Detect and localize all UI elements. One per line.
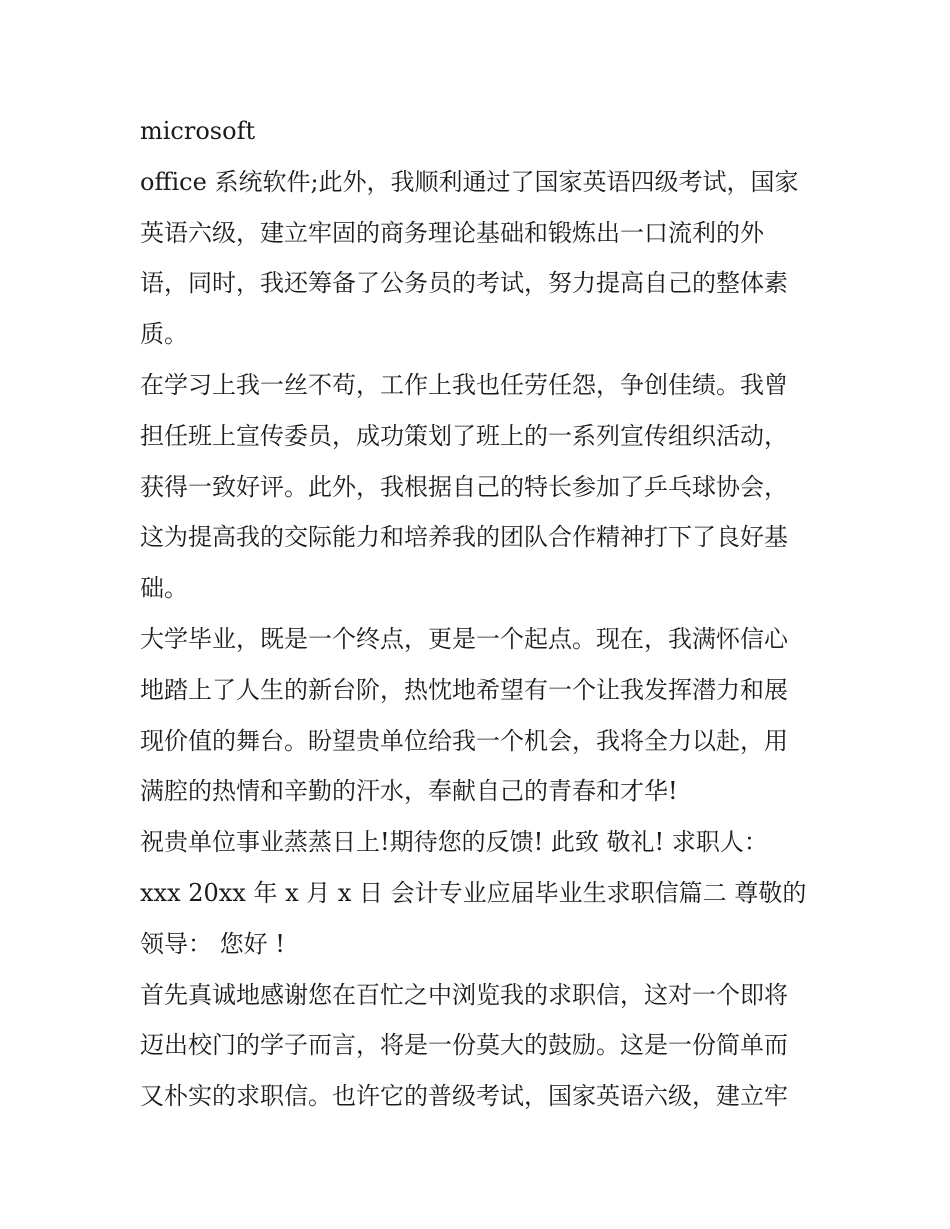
text-line: 语，同时，我还筹备了公务员的考试，努力提高自己的整体素 <box>140 269 788 298</box>
text-line: 又朴实的求职信。也许它的普级考试，国家英语六级，建立牢 <box>140 1082 788 1111</box>
text-line: 领导： 您好 ! <box>140 929 285 958</box>
text-line: office 系统软件;此外，我顺利通过了国家英语四级考试，国家 <box>140 167 799 196</box>
text-line: 首先真诚地感谢您在百忙之中浏览我的求职信，这对一个即将 <box>140 980 788 1009</box>
text-line: 质。 <box>140 320 188 349</box>
text-line: 大学毕业，既是一个终点，更是一个起点。现在，我满怀信心 <box>140 624 788 653</box>
text-line: 担任班上宣传委员，成功策划了班上的一系列宣传组织活动， <box>140 421 788 450</box>
text-line: 获得一致好评。此外，我根据自己的特长参加了乒乓球协会， <box>140 472 788 501</box>
text-line: 满腔的热情和辛勤的汗水，奉献自己的青春和才华! <box>140 777 678 806</box>
text-line: 迈出校门的学子而言，将是一份莫大的鼓励。这是一份简单而 <box>140 1031 788 1060</box>
text-line: 地踏上了人生的新台阶，热忱地希望有一个让我发挥潜力和展 <box>140 675 788 704</box>
text-line: 祝贵单位事业蒸蒸日上!期待您的反馈! 此致 敬礼! 求职人： <box>140 828 768 857</box>
text-line: 础。 <box>140 574 188 603</box>
text-line: 英语六级，建立牢固的商务理论基础和锻炼出一口流利的外 <box>140 218 764 247</box>
text-line: 在学习上我一丝不苟，工作上我也任劳任怨，争创佳绩。我曾 <box>140 370 788 399</box>
text-line: 现价值的舞台。盼望贵单位给我一个机会，我将全力以赴，用 <box>140 726 788 755</box>
text-line: 这为提高我的交际能力和培养我的团队合作精神打下了良好基 <box>140 523 788 552</box>
text-line: xxx 20xx 年 x 月 x 日 会计专业应届毕业生求职信篇二 尊敬的 <box>140 878 807 907</box>
document-body <box>140 106 820 1122</box>
text-line: microsoft <box>140 117 256 145</box>
